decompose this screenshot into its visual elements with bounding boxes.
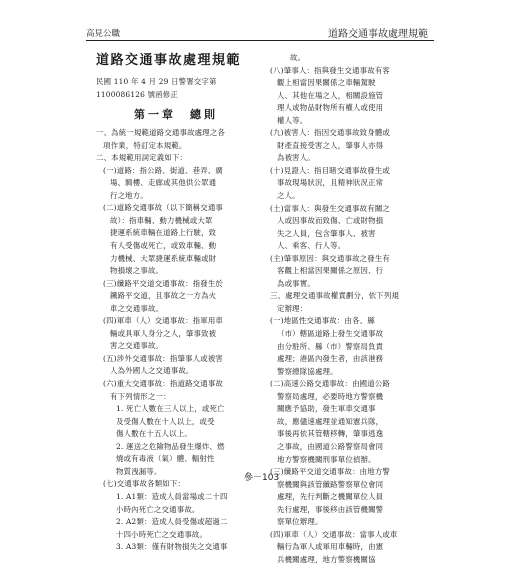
text-line: (十)見證人：指目睹交通事故發生或 xyxy=(270,165,391,175)
text-line: 有人受傷或死亡，或致車輛、動 xyxy=(110,241,217,251)
text-line: 兵機關處理，地方警察機關協 xyxy=(277,554,376,564)
text-line: 事後再依其管轄移轉，肇事逃逸 xyxy=(277,429,384,439)
text-line: (六)重大交通事故：指道路交通事故 xyxy=(103,379,224,389)
text-line: 事故現場狀況，且精神狀況正常 xyxy=(277,178,384,188)
text-line: 之人。 xyxy=(277,191,300,201)
text-line: 有下列情形之一： xyxy=(110,391,171,401)
text-line: (七)交通事故各類如下： xyxy=(103,479,186,489)
text-line: 人、乘客、行人等。 xyxy=(277,241,346,251)
text-line: (五)涉外交通事故：指肇事人或被害 xyxy=(103,353,224,363)
text-line: (一)地區性交通事故：由各、縣 xyxy=(270,316,375,326)
text-line: 先行處理，事後移由該管機關警 xyxy=(277,504,384,514)
text-line: 財產直接受害之人，肇事人亦得 xyxy=(277,140,384,150)
text-line: 車之交通事故。 xyxy=(110,303,164,313)
text-line: 為或事實。 xyxy=(277,278,315,288)
text-line: 2. 運送之危險物品發生爆炸、燃 xyxy=(116,441,225,451)
text-line: 鐵路平交道，且事故之一方為火 xyxy=(110,291,217,301)
text-line: 故。 xyxy=(290,53,306,62)
text-line: (二)高速公路交通事故：由國道公路 xyxy=(270,379,391,389)
text-line: 2. A2類：造成人員受傷或超過二 xyxy=(116,517,228,527)
text-line: 權人等。 xyxy=(277,115,308,125)
header-divider xyxy=(86,40,434,41)
text-line: (四)軍車（人）交通事故：當事人或車 xyxy=(270,529,398,539)
text-line: (四)軍車（人）交通事故：指軍用車 xyxy=(103,316,224,326)
text-line: 十四小時死亡之交通事故。 xyxy=(116,529,208,539)
text-line: （市）轄區道路上發生交通事故 xyxy=(277,329,384,339)
text-line: 警察局處理，必要時地方警察機 xyxy=(277,391,384,401)
text-line: 由分駐所、縣（市）警察局負責 xyxy=(277,341,384,351)
text-line: 處理，先行判斷之機關單位人員 xyxy=(277,492,384,502)
page-number: 參－103 xyxy=(244,473,280,483)
text-line: 察機關與該管纖路警察單位會同 xyxy=(277,479,384,489)
text-line: 警察總隊協處理。 xyxy=(277,366,338,376)
text-line: 理人或物品財物所有權人或使用 xyxy=(277,103,384,113)
text-line: 傷人數在十五人以上。 xyxy=(116,429,192,439)
text-line: 物質洩漏等。 xyxy=(116,466,162,476)
text-line: 燒或有毒液（氣）體、輻射性 xyxy=(116,454,215,464)
right-column xyxy=(270,52,428,566)
text-line: 客觀上相當因果關係之原因、行 xyxy=(277,266,384,276)
right-body xyxy=(270,52,428,566)
text-line: 故，應儘速處理並通知憲兵隊， xyxy=(277,416,384,426)
text-line: 場、騎樓、走廊或其他供公眾通 xyxy=(110,178,217,188)
text-line: (土)當事人：與發生交通事故有關之 xyxy=(270,203,391,213)
text-line: (一)道路：指公路、街道、巷弄、廣 xyxy=(103,165,224,175)
text-line: 處理；港區內發生者，由該港務 xyxy=(277,354,384,364)
left-body xyxy=(96,127,256,554)
text-line: 力機械、大眾捷運系統車輛或財 xyxy=(110,253,217,263)
text-line: 項作業，特訂定本規範。 xyxy=(103,140,187,150)
text-line: 察單位辦理。 xyxy=(277,517,323,527)
text-line: 1. 死亡人數在三人以上，或死亡 xyxy=(116,404,225,414)
document-title: 道路交通事故處理規範 xyxy=(96,53,242,68)
text-line: 3. A3類：僅有財物損失之交通事 xyxy=(116,542,228,552)
text-line: 三、處理交通事故權責劃分，依下列規 xyxy=(270,291,400,301)
text-line: (九)被害人：指因交通事故致身體或 xyxy=(270,128,391,138)
text-line: 害之交通事故。 xyxy=(110,341,164,351)
text-line: 輛行為軍人或軍用車輛時，由憲 xyxy=(277,542,384,552)
text-line: 人為外國人之交通事故。 xyxy=(110,366,194,376)
text-line: 小時內死亡之交通事故。 xyxy=(116,504,200,514)
text-line: 故）：指車輛、動力機械或大眾 xyxy=(110,215,213,225)
text-line: 二、本規範用詞定義如下： xyxy=(96,153,188,163)
text-line: 之事故，由國道公路警察局會同 xyxy=(277,441,384,451)
left-column xyxy=(96,52,256,554)
chapter-heading: 第一章 總則 xyxy=(134,108,218,122)
text-line: (三)纖路平交道交通事故：由地方警 xyxy=(270,467,391,477)
text-line: 捷運系統車輛在道路上行駛，致 xyxy=(110,228,217,238)
amendment-note: 民國 110 年 4 月 29 日警署交字第 1100086126 號函修正 xyxy=(96,77,217,99)
text-line: (八)肇事人：指與發生交通事故有客 xyxy=(270,65,391,75)
text-line: (二)道路交通事故（以下簡稱交通事 xyxy=(103,203,224,213)
text-line: 地方警察機關刑事單位偵辦。 xyxy=(277,454,376,464)
text-line: 關應予協助，發生軍車交通事 xyxy=(277,404,376,414)
header-running-title: 道路交通事故處理規範 xyxy=(328,29,428,40)
text-line: 觀上相當因果關係之車輛駕駛 xyxy=(277,78,376,88)
text-line: 為被害人。 xyxy=(277,153,315,163)
header-publisher: 高見公職 xyxy=(86,29,121,39)
text-line: 人、其他在場之人，相關設施管 xyxy=(277,90,384,100)
text-line: (三)纖路平交道交通事故：指發生於 xyxy=(103,278,224,288)
text-line: 人或因事故而致傷、亡或財物損 xyxy=(277,216,384,226)
text-line: (主)肇事原因：與交通事故之發生有 xyxy=(270,253,391,263)
text-line: 及受傷人數在十人以上，或受 xyxy=(116,416,215,426)
text-line: 行之地方。 xyxy=(110,190,148,200)
text-line: 1. A1類：造成人員當場或二十四 xyxy=(116,491,228,501)
text-line: 失之人員，包含肇事人、被害 xyxy=(277,228,376,238)
text-line: 定辦理： xyxy=(277,303,308,313)
text-line: 物損壞之事故。 xyxy=(110,266,164,276)
text-line: 一、為統一規範道路交通事故處理之各 xyxy=(96,128,226,138)
text-line: 輛或具軍人身分之人，肇事致被 xyxy=(110,328,217,338)
